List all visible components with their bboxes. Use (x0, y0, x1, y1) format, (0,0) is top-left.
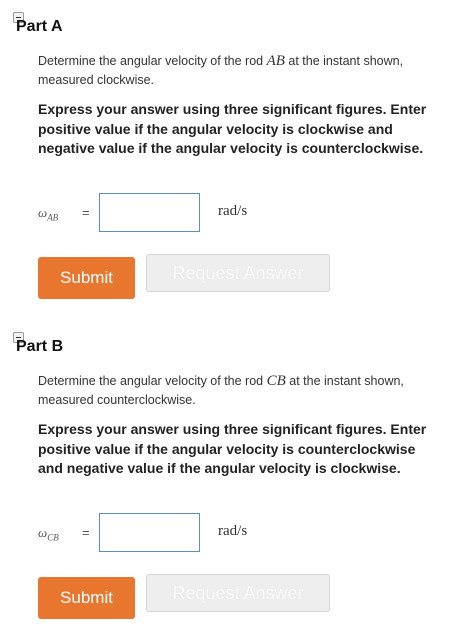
omega-ab-label (38, 205, 58, 223)
part-b-submit-button[interactable]: Submit (38, 577, 135, 619)
part-b-instruction: Express your answer using three significant figures. Enter positive value if the angular velocity is counterclockwise and negative value if the angular velocity is clockwise. (38, 421, 427, 476)
part-b-title: Part B (16, 338, 64, 355)
part-a-answer-row (38, 193, 458, 233)
question-rod-variable: CB (266, 373, 286, 389)
omega-cb-label (38, 525, 59, 543)
part-a-instruction: Express your answer using three significant figures. Enter positive value if the angular velocity is clockwise and negative value if the angular velocity is counterclockwise. (38, 101, 427, 156)
omega-subscript: AB (47, 212, 59, 223)
part-a-request-answer-button[interactable]: Request Answer (146, 254, 330, 292)
question-rod-variable: AB (266, 53, 285, 69)
part-b-request-answer-button[interactable]: Request Answer (146, 574, 330, 612)
part-b-answer-row (38, 513, 458, 553)
omega-ab-input[interactable] (99, 193, 200, 232)
part-a-title: Part A (16, 18, 63, 35)
equals-sign: = (82, 205, 90, 220)
omega-symbol: ω (38, 205, 48, 220)
question-text-post: at the instant shown, measured clockwise. (38, 54, 404, 87)
part-a-question (38, 52, 438, 90)
part-a-submit-button[interactable]: Submit (38, 257, 135, 299)
question-text-post: at the instant shown, measured counterclockwise. (38, 374, 404, 407)
unit-label: rad/s (218, 523, 248, 539)
question-text-pre: Determine the angular velocity of the rod (38, 374, 267, 388)
question-text-pre: Determine the angular velocity of the rod (38, 54, 267, 68)
omega-symbol: ω (38, 525, 48, 540)
omega-subscript: CB (47, 532, 59, 543)
equals-sign: = (82, 525, 90, 540)
omega-cb-input[interactable] (99, 513, 200, 552)
part-b-question (38, 372, 438, 410)
unit-label: rad/s (218, 203, 248, 219)
